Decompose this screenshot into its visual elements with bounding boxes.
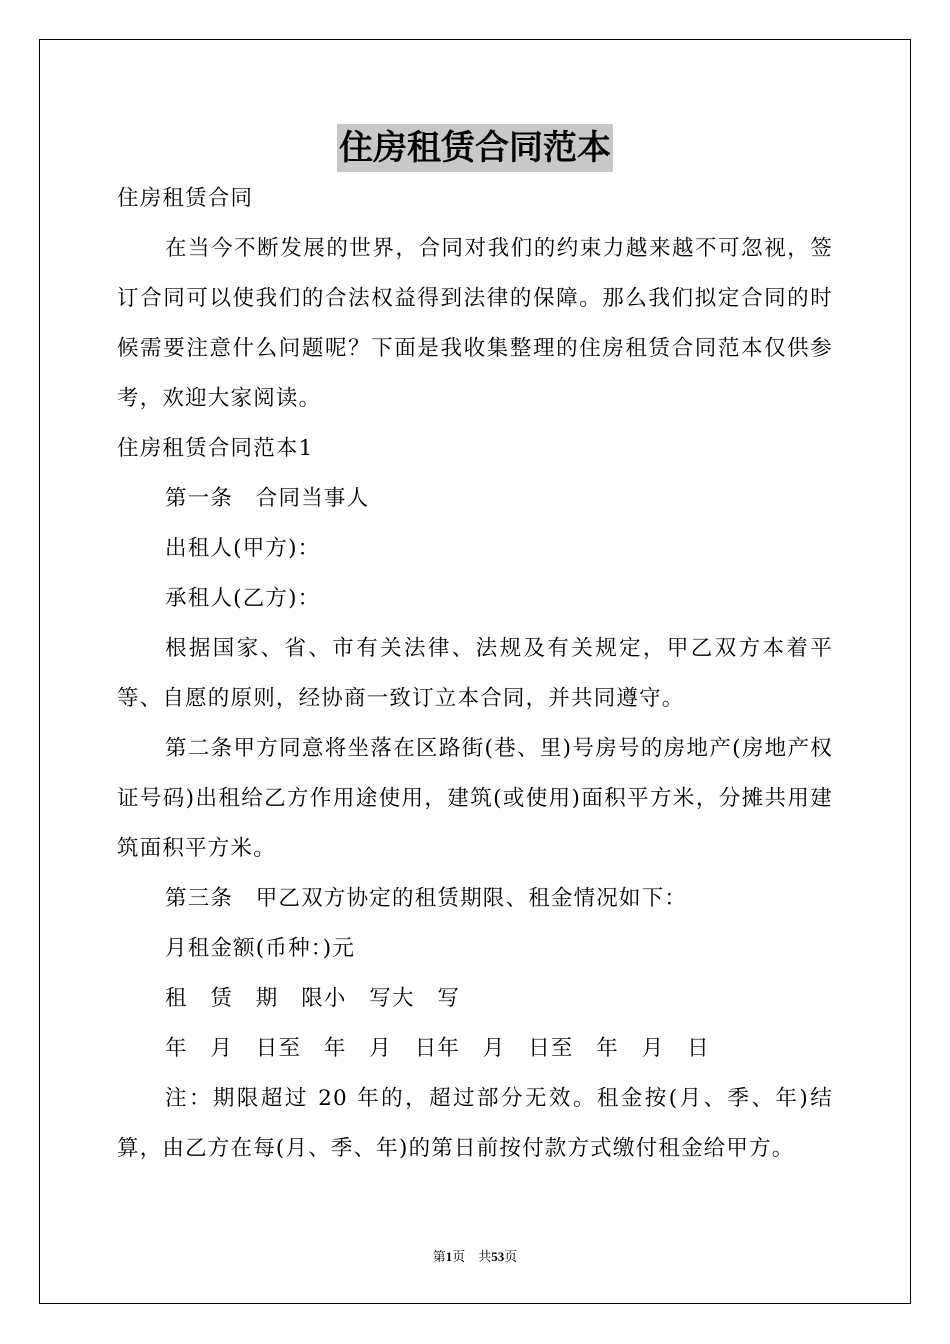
footer-page-number: 1 <box>445 1249 453 1264</box>
paragraph-section-title: 住房租赁合同范本1 <box>117 436 314 461</box>
paragraph-intro: 在当今不断发展的世界，合同对我们的约束力越来越不可忽视，签订合同可以使我们的合法权益得到法律的保障。那么我们拟定合同的时候需要注意什么问题呢？下面是我收集整理的住房租赁合同范本仅供参考，欢迎大家阅读。 <box>117 236 833 411</box>
paragraph-lessee: 承租人(乙方)： <box>165 586 321 611</box>
paragraph-article-3: 第三条 甲乙双方协定的租赁期限、租金情况如下： <box>165 886 688 911</box>
paragraph-monthly-rent: 月租金额(币种：)元 <box>165 936 356 961</box>
footer-prefix: 第 <box>432 1249 446 1264</box>
paragraph-article-1: 第一条 合同当事人 <box>165 486 370 511</box>
paragraph-lessor: 出租人(甲方)： <box>165 536 321 561</box>
paragraph-heading: 住房租赁合同 <box>117 186 254 211</box>
paragraph-note: 注：期限超过 20 年的，超过部分无效。租金按(月、季、年)结算，由乙方在每(月、季、年)的第日前按付款方式缴付租金给甲方。 <box>117 1086 833 1161</box>
paragraph-basis: 根据国家、省、市有关法律、法规及有关规定，甲乙双方本着平等、自愿的原则，经协商一致订立本合同，并共同遵守。 <box>117 636 833 711</box>
paragraph-article-2: 第二条甲方同意将坐落在区路街(巷、里)号房号的房地产(房地产权证号码)出租给乙方作用途使用，建筑(或使用)面积平方米，分摊共用建筑面积平方米。 <box>117 736 833 861</box>
footer-middle: 页 共 <box>452 1249 492 1264</box>
footer-suffix: 页 <box>504 1249 518 1264</box>
page-footer <box>0 1246 950 1265</box>
paragraph-lease-term-header: 租 赁 期 限小 写大 写 <box>165 986 461 1011</box>
document-body <box>117 174 833 1174</box>
paragraph-lease-term-dates: 年 月 日至 年 月 日年 月 日至 年 月 日 <box>165 1036 710 1061</box>
document-title-wrap <box>0 124 950 181</box>
document-title: 住房租赁合同范本 <box>337 124 613 172</box>
footer-total-pages: 53 <box>491 1249 505 1264</box>
